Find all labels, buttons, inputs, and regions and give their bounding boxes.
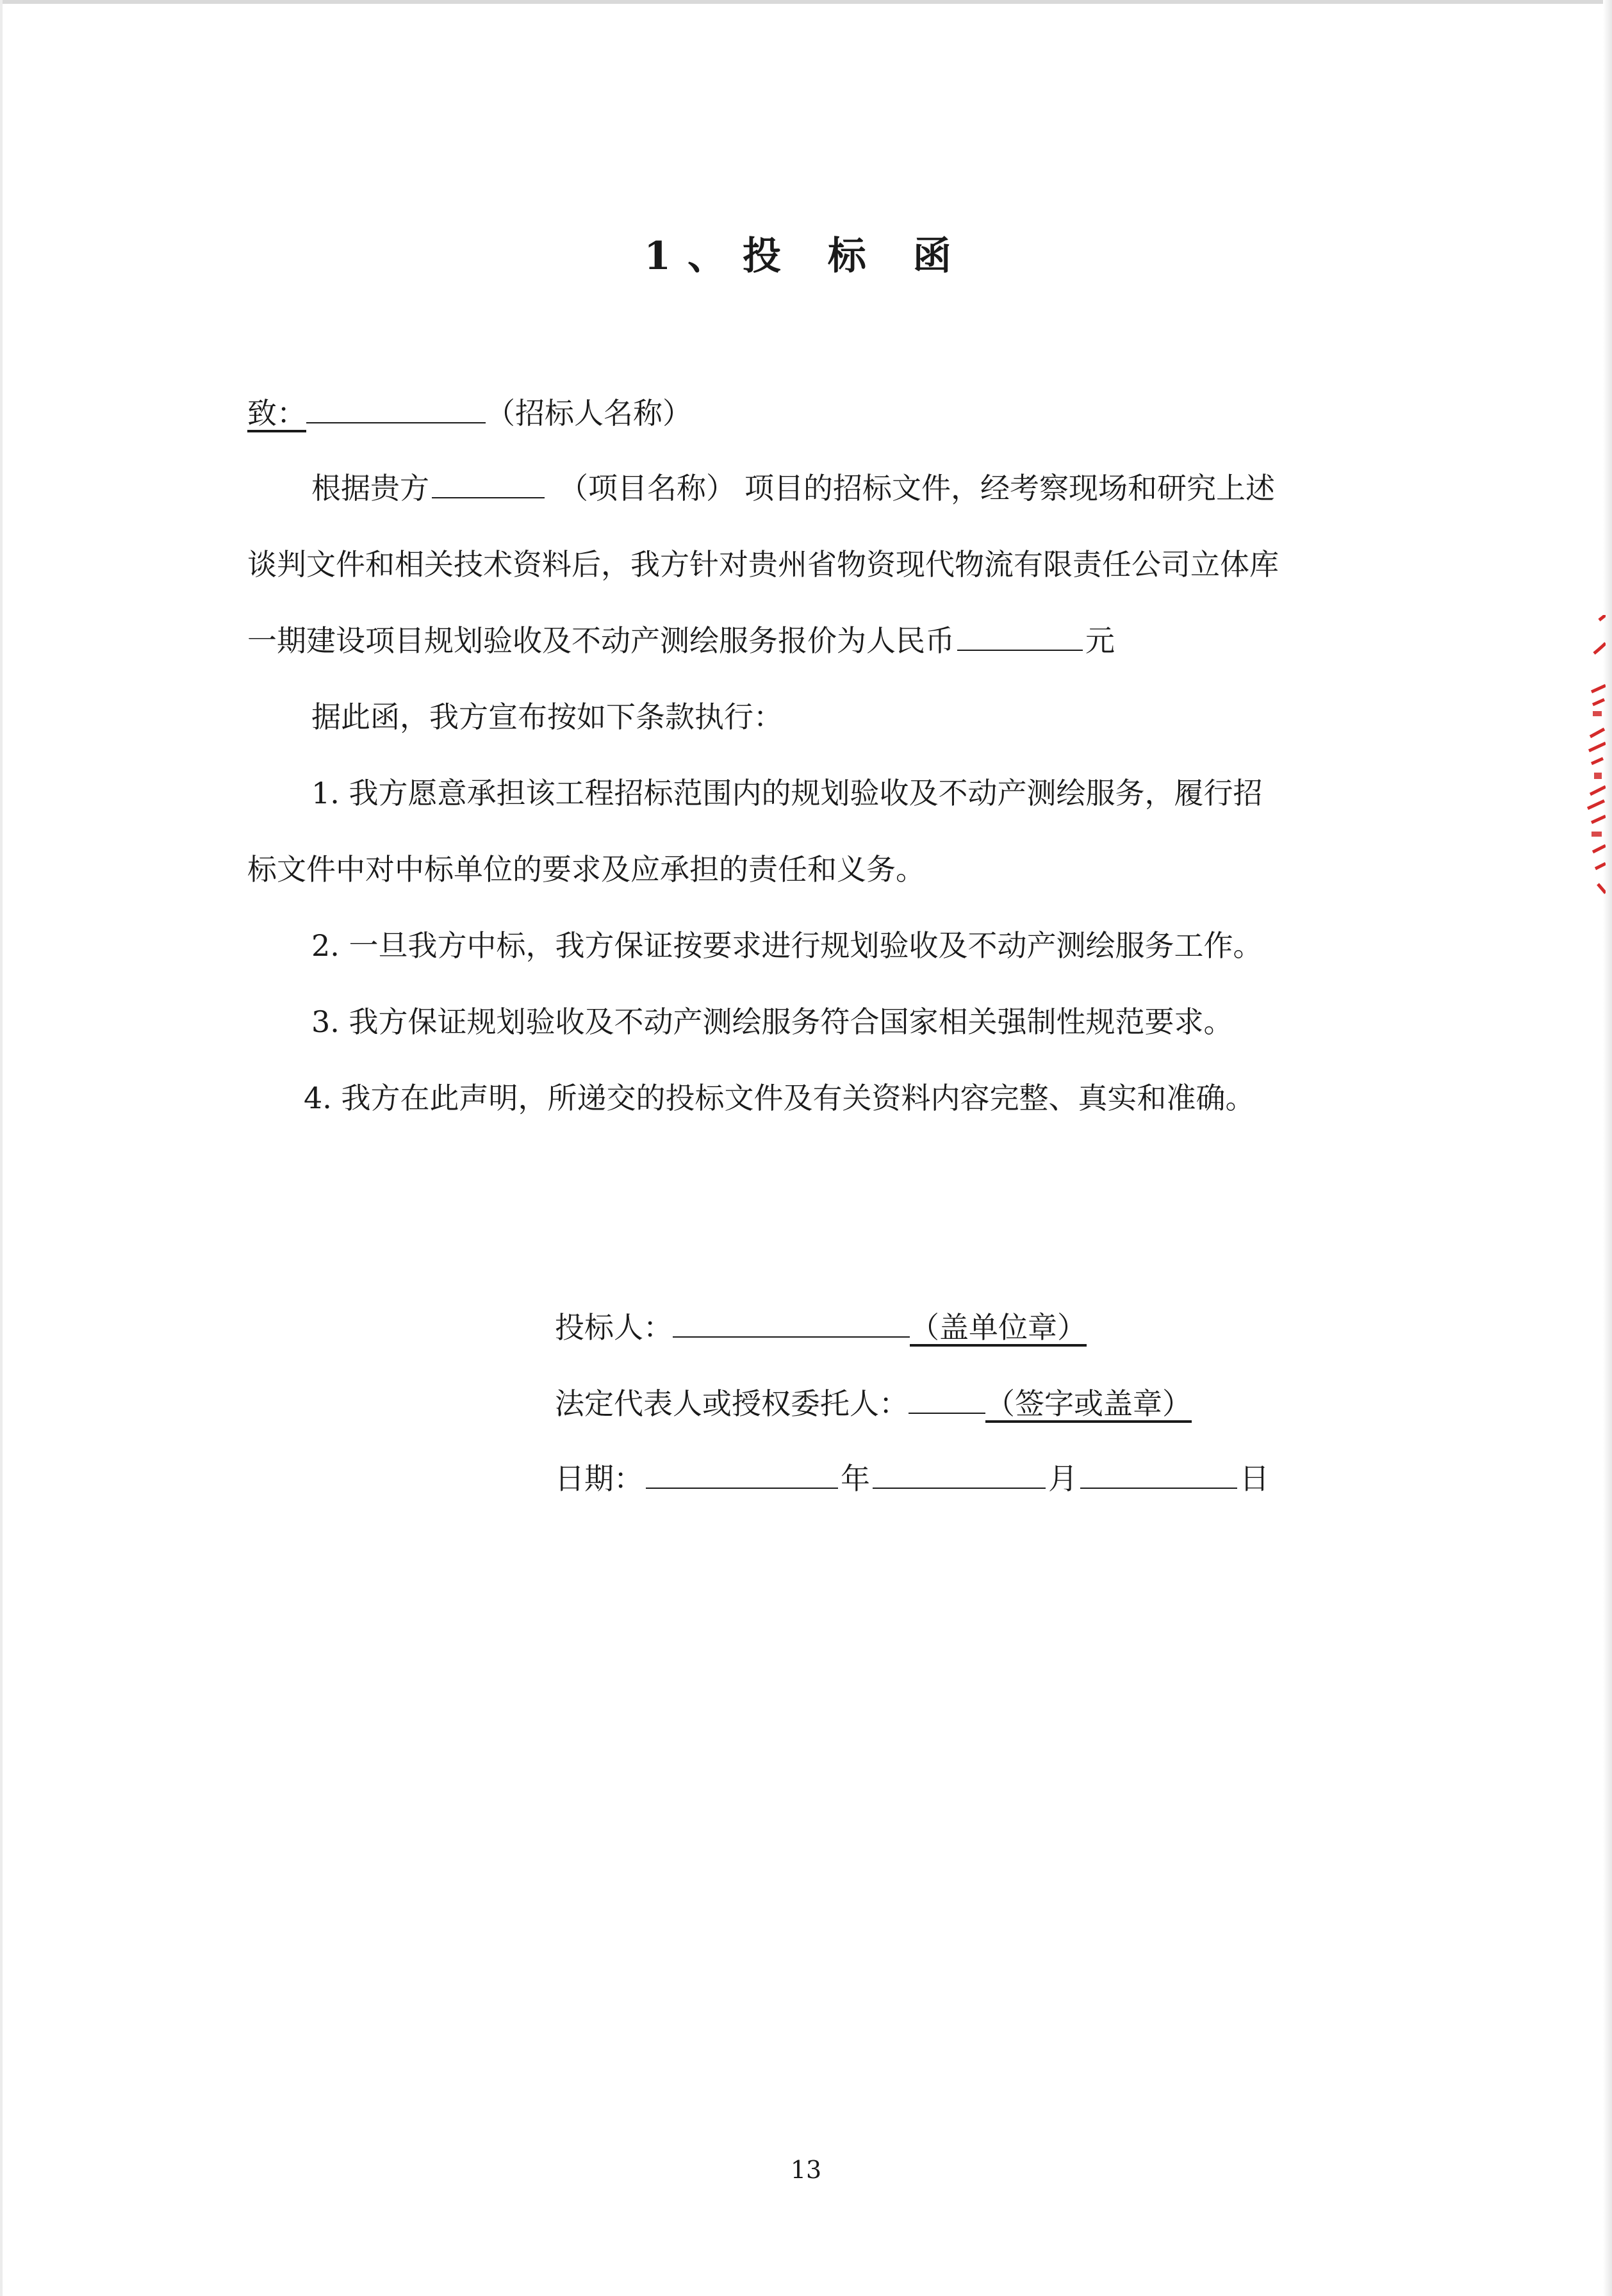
representative-label: 法定代表人或授权委托人： (555, 1386, 909, 1421)
month-blank (873, 1459, 1046, 1489)
currency-unit: 元 (1085, 623, 1115, 658)
p1-text-line3: 一期建设项目规划验收及不动产测绘服务报价为人民币 (247, 623, 955, 658)
item-1-line-2: 标文件中对中标单位的要求及应承担的责任和义务。 (247, 852, 925, 887)
day-label: 日 (1240, 1461, 1269, 1496)
item-2: 2. 一旦我方中标，我方保证按要求进行规划验收及不动产测绘服务工作。 (311, 928, 1263, 963)
paragraph-2: 据此函，我方宣布按如下条款执行： (311, 700, 783, 734)
paragraph-1-line-1 (311, 469, 1275, 507)
p1-text-c: 项目的招标文件，经考察现场和研究上述 (744, 471, 1275, 505)
date-label: 日期： (555, 1461, 643, 1496)
addressee-prefix: 致： (247, 396, 306, 430)
page-number: 13 (790, 2156, 822, 2184)
day-blank (1080, 1459, 1237, 1489)
item-1-line-1: 1. 我方愿意承担该工程招标范围内的规划验收及不动产测绘服务，履行招 (311, 776, 1263, 810)
year-label: 年 (841, 1461, 870, 1496)
addressee-line (247, 394, 692, 432)
page-right-edge (1603, 0, 1612, 2296)
paragraph-1-line-2: 谈判文件和相关技术资料后，我方针对贵州省物资现代物流有限责任公司立体库 (247, 547, 1279, 582)
seal-stamp-fragment (1580, 615, 1606, 897)
month-label: 月 (1048, 1461, 1078, 1496)
representative-note: （签字或盖章） (985, 1386, 1192, 1421)
addressee-blank (306, 394, 486, 423)
representative-line (555, 1383, 1192, 1423)
item-4: 4. 我方在此声明，所递交的投标文件及有关资料内容完整、真实和准确。 (304, 1081, 1255, 1115)
bidder-note: （盖单位章） (910, 1310, 1087, 1345)
paragraph-1-line-3 (247, 621, 1115, 660)
date-line (555, 1459, 1269, 1498)
p1-text-b: （项目名称） (559, 471, 736, 505)
addressee-suffix: （招标人名称） (486, 396, 692, 430)
representative-blank (909, 1383, 985, 1414)
bidder-line (555, 1307, 1087, 1347)
p1-text-a: 根据贵方 (311, 471, 429, 505)
year-blank (646, 1459, 838, 1489)
item-3: 3. 我方保证规划验收及不动产测绘服务符合国家相关强制性规范要求。 (311, 1004, 1233, 1039)
bidder-label: 投标人： (555, 1310, 673, 1345)
project-name-blank (432, 469, 545, 498)
bidder-blank (673, 1307, 910, 1338)
page-left-edge (0, 0, 3, 2296)
price-blank (957, 621, 1083, 651)
document-title: 1、投 标 函 (644, 234, 968, 279)
page-top-edge (0, 0, 1612, 4)
